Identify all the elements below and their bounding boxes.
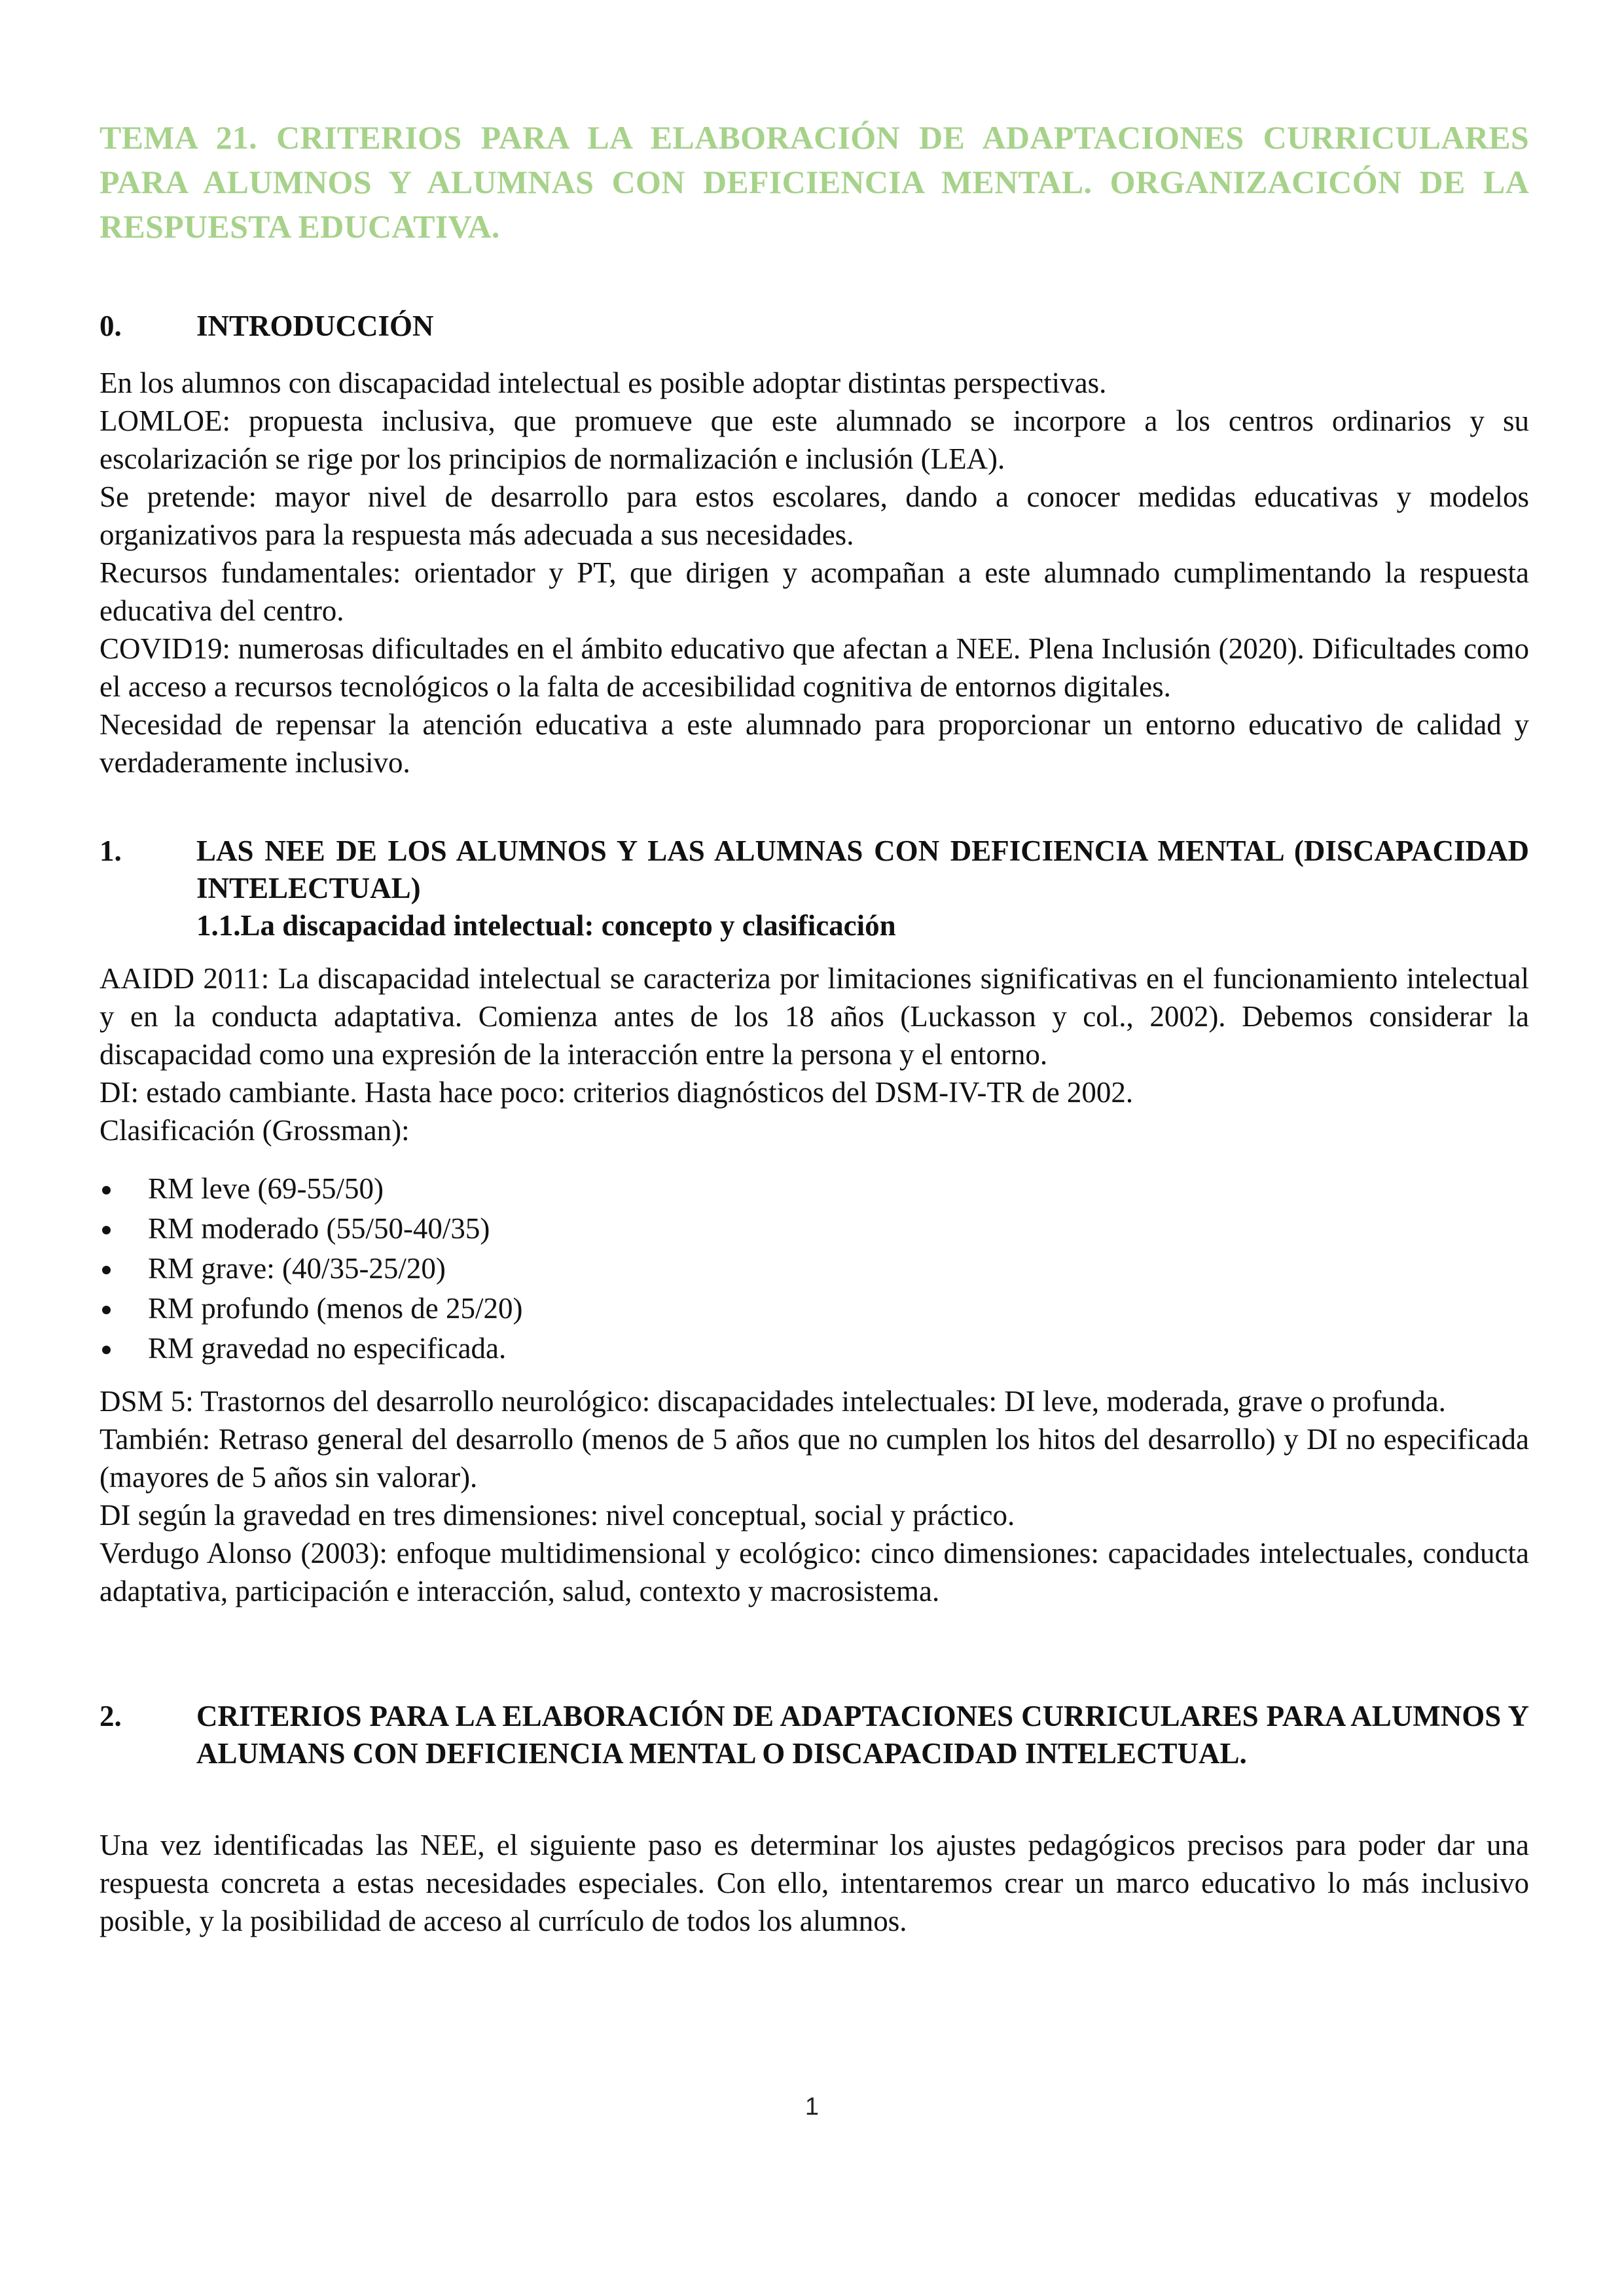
list-item: RM profundo (menos de 25/20) [99,1289,1529,1329]
section-number: 0. [99,310,122,342]
paragraph: LOMLOE: propuesta inclusiva, que promueve que este alumnado se incorpore a los centros ordinarios y su escolarización se rige por los principios de normalización e inclusión (LEA). [99,404,1529,475]
section-2-heading [99,1698,1529,1772]
paragraph: Verdugo Alonso (2003): enfoque multidimensional y ecológico: cinco dimensiones: capacidades intelectuales, conducta adaptativa, participación e interacción, salud, contexto y macrosistema. [99,1537,1529,1607]
paragraph: AAIDD 2011: La discapacidad intelectual se caracteriza por limitaciones significativas en el funcionamiento intelectual y en la conducta adaptativa. Comienza antes de los 18 años (Luckasson y col., 2002). Debemos considerar la discapacidad como una expresión de la interacción entre la persona y el entorno. [99,962,1529,1071]
paragraph: Una vez identificadas las NEE, el siguiente paso es determinar los ajustes pedagógicos precisos para poder dar una respuesta concreta a estas necesidades especiales. Con ello, intentaremos crear un marco educativo lo más inclusivo posible, y la posibilidad de acceso al currículo de todos los alumnos. [99,1829,1529,1937]
section-title: INTRODUCCIÓN [196,310,434,342]
section-1-body-continued [99,1382,1529,1610]
section-1-heading [99,833,1529,944]
section-number: 1. [99,834,122,867]
section-0-body [99,364,1529,781]
list-item: RM moderado (55/50-40/35) [99,1209,1529,1249]
subsection-title: 1.1.La discapacidad intelectual: concepto y clasificación [196,909,896,942]
paragraph: En los alumnos con discapacidad intelectual es posible adoptar distintas perspectivas. [99,367,1107,399]
list-item: RM gravedad no especificada. [99,1329,1529,1369]
paragraph: Clasificación (Grossman): [99,1114,410,1147]
section-0-heading [99,308,1529,345]
paragraph: DI según la gravedad en tres dimensiones: nivel conceptual, social y práctico. [99,1499,1015,1532]
paragraph: COVID19: numerosas dificultades en el ámbito educativo que afectan a NEE. Plena Inclusión (2020). Dificultades como el acceso a recursos tecnológicos o la falta de accesibilidad cognitiva de entornos digitales. [99,632,1529,703]
list-item: RM grave: (40/35-25/20) [99,1249,1529,1289]
paragraph: DSM 5: Trastornos del desarrollo neurológico: discapacidades intelectuales: DI leve, moderada, grave o profunda. [99,1385,1446,1418]
section-1-body [99,960,1529,1149]
document-title: TEMA 21. CRITERIOS PARA LA ELABORACIÓN DE ADAPTACIONES CURRICULARES PARA ALUMNOS Y ALUMNAS CON DEFICIENCIA MENTAL. ORGANIZACICÓN DE LA RESPUESTA EDUCATIVA. [99,119,1529,245]
section-2-body [99,1826,1529,1940]
list-item: RM leve (69-55/50) [99,1169,1529,1209]
paragraph: DI: estado cambiante. Hasta hace poco: criterios diagnósticos del DSM-IV-TR de 2002. [99,1076,1134,1109]
paragraph: Recursos fundamentales: orientador y PT, que dirigen y acompañan a este alumnado cumplimentando la respuesta educativa del centro. [99,556,1529,627]
page-number: 1 [804,2093,820,2121]
paragraph: Se pretende: mayor nivel de desarrollo para estos escolares, dando a conocer medidas educativas y modelos organizativos para la respuesta más adecuada a sus necesidades. [99,480,1529,551]
paragraph: También: Retraso general del desarrollo (menos de 5 años que no cumplen los hitos del desarrollo) y DI no especificada (mayores de 5 años sin valorar). [99,1423,1529,1494]
paragraph: Necesidad de repensar la atención educativa a este alumnado para proporcionar un entorno educativo de calidad y verdaderamente inclusivo. [99,708,1529,779]
section-number: 2. [99,1700,122,1732]
section-title: LAS NEE DE LOS ALUMNOS Y LAS ALUMNAS CON DEFICIENCIA MENTAL (DISCAPACIDAD INTELECTUAL) [196,834,1529,905]
section-title: CRITERIOS PARA LA ELABORACIÓN DE ADAPTACIONES CURRICULARES PARA ALUMNOS Y ALUMANS CON DEFICIENCIA MENTAL O DISCAPACIDAD INTELECTUAL. [196,1700,1529,1770]
classification-list [99,1169,1529,1369]
